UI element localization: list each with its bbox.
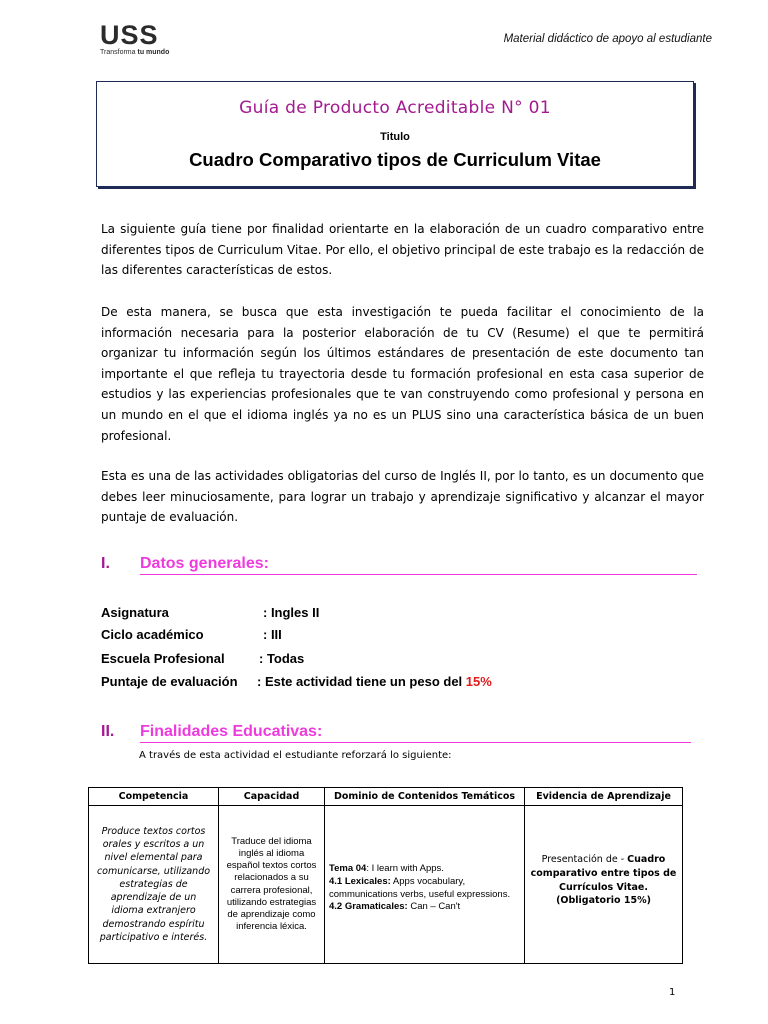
educational-goals-table xyxy=(88,787,683,964)
lexicales-line xyxy=(329,876,520,901)
general-data-row xyxy=(101,674,492,689)
title-box xyxy=(96,81,694,187)
evidencia-prefix: Presentación de - xyxy=(541,853,628,865)
general-data-row xyxy=(101,605,320,620)
evidencia-bold: Cuadro comparativo entre tipos de Currículos Vitae. xyxy=(530,853,677,893)
evidencia-note: (Obligatorio 15%) xyxy=(556,895,651,907)
section1-number: I. xyxy=(101,555,110,572)
general-data-label: Escuela Profesional xyxy=(101,651,225,666)
tema-text: : I learn with Apps. xyxy=(366,863,444,875)
uss-logo xyxy=(100,22,190,58)
header-competencia: Competencia xyxy=(89,788,219,806)
gramaticales-text: Can – Can't xyxy=(407,901,461,913)
general-data-row xyxy=(101,651,305,666)
general-data-value xyxy=(257,674,492,689)
page-number: 1 xyxy=(669,987,676,998)
section1-title: Datos generales: xyxy=(140,555,697,575)
tema-line xyxy=(329,863,520,876)
table-header-row xyxy=(89,788,683,806)
weight-percent: 15% xyxy=(465,674,492,689)
cell-dominio xyxy=(325,806,525,964)
section2-title: Finalidades Educativas: xyxy=(140,723,691,743)
paragraph-purpose: De esta manera, se busca que esta investigación te pueda facilitar el conocimiento de la información necesaria para la posterior elaboración de tu CV (Resume) el que te permitirá organizar tu información según los últimos estándares de presentación de este documento tan importante el que refleja tu trayectoria desde tu formación profesional en esta casa superior de estudios y las experiencias profesionales que te van construyendo como profesional y persona en un mundo en el que el idioma inglés ya no es un PLUS sino una característica básica de un buen profesional. xyxy=(101,305,704,443)
logo-tag-light: Transforma xyxy=(100,49,138,56)
header-evidencia: Evidencia de Aprendizaje xyxy=(525,788,683,806)
logo-mark: USS xyxy=(100,20,159,50)
general-data-value: : III xyxy=(263,627,282,642)
weight-text: : Este actividad tiene un peso del xyxy=(257,674,466,689)
general-data-label: Puntaje de evaluación xyxy=(101,674,238,689)
guide-subtitle: Titulo xyxy=(380,131,410,143)
general-data-label: Asignatura xyxy=(101,605,169,620)
general-data-value: : Ingles II xyxy=(263,605,320,620)
cell-capacidad xyxy=(219,806,325,964)
guide-title: Guía de Producto Acreditable N° 01 xyxy=(239,98,551,118)
section2-number: II. xyxy=(101,723,115,740)
gramaticales-line xyxy=(329,901,520,914)
cell-competencia xyxy=(89,806,219,964)
table-row xyxy=(89,806,683,964)
logo-tagline xyxy=(100,49,190,56)
guide-main-title: Cuadro Comparativo tipos de Curriculum Vitae xyxy=(189,149,601,170)
header-dominio: Dominio de Contenidos Temáticos xyxy=(325,788,525,806)
general-data-label: Ciclo académico xyxy=(101,627,204,642)
general-data-row xyxy=(101,627,282,642)
paragraph-intro: La siguiente guía tiene por finalidad orientarte en la elaboración de un cuadro comparativo entre diferentes tipos de Curriculum Vitae. Por ello, el objetivo principal de este trabajo es la redacción de las diferentes características de estos. xyxy=(101,222,704,278)
general-data-value: : Todas xyxy=(259,651,305,666)
competencia-text: Produce textos cortos orales y escritos a un nivel elemental para comunicarse, utilizando estrategias de aprendizaje de un idioma extranjero demostrando espíritu participativo e interés. xyxy=(96,825,211,944)
header-capacidad: Capacidad xyxy=(219,788,325,806)
header-note: Material didáctico de apoyo al estudiante xyxy=(503,33,712,45)
paragraph-obligation: Esta es una de las actividades obligatorias del curso de Inglés II, por lo tanto, es un documento que debes leer minuciosamente, para lograr un trabajo y aprendizaje significativo y alcanzar el mayor puntaje de evaluación. xyxy=(101,469,704,525)
lexicales-label: 4.1 Lexicales: xyxy=(329,875,391,887)
gramaticales-label: 4.2 Gramaticales: xyxy=(329,901,408,913)
logo-tag-bold: tu mundo xyxy=(137,49,170,56)
tema-label: Tema 04 xyxy=(329,863,367,875)
cell-evidencia xyxy=(525,806,683,964)
lexicales-text: Apps vocabulary, communications verbs, useful expressions. xyxy=(329,875,511,900)
capacidad-text: Traduce del idioma inglés al idioma español textos cortos relacionados a su carrera profesional, utilizando estrategias de aprendizaje como inferencia léxica. xyxy=(226,836,317,932)
section2-intro: A través de esta actividad el estudiante reforzará lo siguiente: xyxy=(139,750,452,761)
